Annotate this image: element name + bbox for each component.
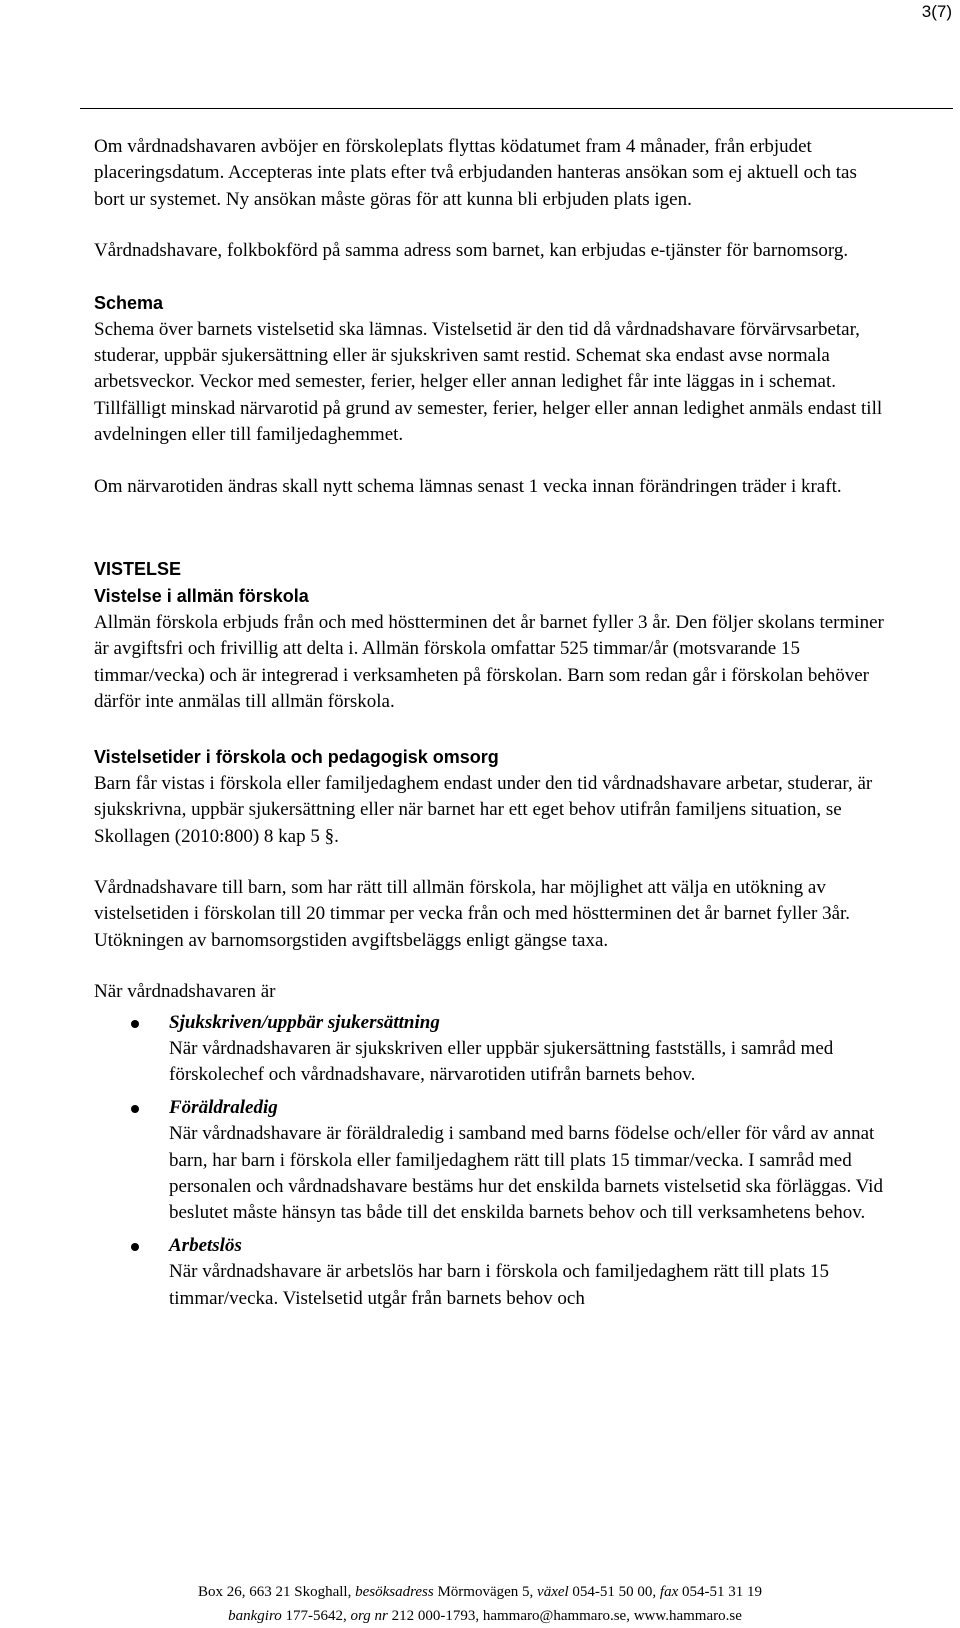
paragraph-allman-forskola: Allmän förskola erbjuds från och med höstterminen det år barnet fyller 3 år. Den följer skolans terminer är avgiftsfri och frivillig att delta i. Allmän förskola omfattar 525 timmar/år (motsvarande 15 timmar/vecka) och är integrerad i verksamheten på förskolan. Barn som redan går i förskolan behöver därför inte anmälas till allmän förskola. bbox=[94, 612, 884, 713]
footer-box: Box 26, 663 21 Skoghall, bbox=[198, 1584, 356, 1600]
heading-vistelsetider: Vistelsetider i förskola och pedagogisk omsorg bbox=[94, 746, 499, 767]
list-item-title: Sjukskriven/uppbär sjukersättning bbox=[169, 1011, 440, 1033]
footer-address bbox=[0, 1582, 960, 1602]
paragraph-utokning: Vårdnadshavare till barn, som har rätt till allmän förskola, har möjlighet att välja en utökning av vistelsetiden i förskolan till 20 timmar per vecka från och med höstterminen det år barnet fyller 3år. Utökningen av barnomsorgstiden avgiftsbeläggs enligt gängse taxa. bbox=[94, 876, 851, 951]
paragraph-schema-change: Om närvarotiden ändras skall nytt schema lämnas senast 1 vecka innan förändringen träder i kraft. bbox=[94, 475, 842, 497]
footer-label-orgnr: org nr bbox=[350, 1608, 388, 1624]
list-item-text: När vårdnadshavare är föräldraledig i samband med barns födelse och/eller för vård av annat barn, har barn i förskola eller familjedaghem rätt till plats 15 timmar/vecka. I samråd med personalen och vårdnadshavare bestäms hur det enskilda barnets vistelsetid ska förläggas. Vid beslutet måste hänsyn tas både till det enskilda barnets behov och till verksamhetens behov. bbox=[169, 1123, 883, 1224]
footer-contact: 212 000-1793, hammaro@hammaro.se, www.hammaro.se bbox=[387, 1608, 742, 1624]
heading-vistelse: VISTELSE bbox=[94, 559, 182, 580]
document-body bbox=[94, 134, 884, 1312]
header-rule bbox=[80, 108, 953, 109]
footer-label-besoksadress: besöksadress bbox=[355, 1584, 434, 1600]
situation-list bbox=[94, 1010, 884, 1312]
list-item-title: Arbetslös bbox=[169, 1234, 242, 1256]
footer-bankgiro-number: 177-5642, bbox=[281, 1608, 351, 1624]
bullet-icon bbox=[131, 1243, 139, 1251]
bullet-icon bbox=[131, 1105, 139, 1113]
footer-label-fax: fax bbox=[659, 1584, 679, 1600]
heading-schema: Schema bbox=[94, 292, 164, 313]
bullet-icon bbox=[131, 1020, 139, 1028]
footer-street: Mörmovägen 5, bbox=[433, 1584, 538, 1600]
list-item-title: Föräldraledig bbox=[169, 1096, 278, 1118]
paragraph-schema: Schema över barnets vistelsetid ska lämnas. Vistelsetid är den tid då vårdnadshavare förvärvsarbetar, studerar, uppbär sjukersättning eller är sjukskriven samt restid. Schemat ska endast avse normala arbetsveckor. Veckor med semester, ferier, helger eller annan ledighet får inte läggas in i schemat. Tillfälligt minskad närvarotid på grund av semester, ferier, helger eller annan ledighet anmäls endast till avdelningen eller till familjedaghemmet. bbox=[94, 318, 883, 446]
paragraph-e-tjanster: Vårdnadshavare, folkbokförd på samma adress som barnet, kan erbjudas e-tjänster för barnomsorg. bbox=[94, 240, 849, 262]
list-item bbox=[94, 1010, 884, 1089]
footer-label-vaxel: växel bbox=[537, 1584, 569, 1600]
list-item-text: När vårdnadshavaren är sjukskriven eller uppbär sjukersättning fastställs, i samråd med förskolechef och vårdnadshavare, närvarotiden utifrån barnets behov. bbox=[169, 1037, 834, 1086]
page-number: 3(7) bbox=[921, 2, 952, 21]
footer-fax-number: 054-51 31 19 bbox=[678, 1584, 762, 1600]
footer-label-bankgiro: bankgiro bbox=[228, 1608, 282, 1624]
paragraph-vistelsetider: Barn får vistas i förskola eller familjedaghem endast under den tid vårdnadshavare arbetar, studerar, är sjukskrivna, uppbär sjukersättning eller när barnet har ett eget behov utifrån familjens situation, se Skollagen (2010:800) 8 kap 5 §. bbox=[94, 772, 873, 847]
heading-allman-forskola: Vistelse i allmän förskola bbox=[94, 586, 309, 607]
paragraph-kodatum: Om vårdnadshavaren avböjer en förskoleplats flyttas ködatumet fram 4 månader, från erbjudet placeringsdatum. Accepteras inte plats efter två erbjudanden hanteras ansökan som ej aktuell och tas bort ur systemet. Ny ansökan måste göras för att kunna bli erbjuden plats igen. bbox=[94, 136, 857, 210]
footer-vaxel-number: 054-51 50 00, bbox=[568, 1584, 660, 1600]
footer-bank bbox=[5, 1606, 960, 1626]
list-intro: När vårdnadshavaren är bbox=[94, 981, 276, 1003]
list-item-text: När vårdnadshavare är arbetslös har barn i förskola och familjedaghem rätt till plats 15 timmar/vecka. Vistelsetid utgår från barnets behov och bbox=[169, 1261, 830, 1309]
list-item bbox=[94, 1095, 884, 1227]
list-item bbox=[94, 1233, 884, 1312]
